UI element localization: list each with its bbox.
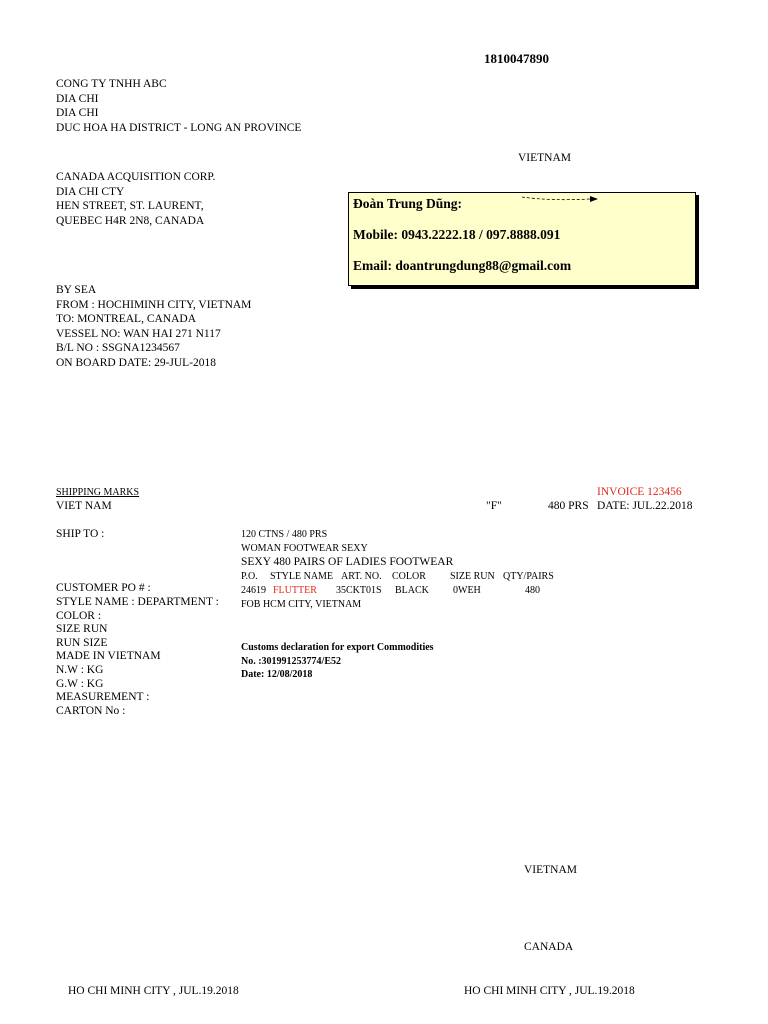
customs-date: Date: 12/08/2018 (241, 669, 313, 680)
mark-label: G.W : KG (56, 677, 104, 690)
origin-country: VIETNAM (524, 864, 578, 876)
seller-line: DIA CHI (56, 92, 99, 105)
mark-label: CUSTOMER PO # : (56, 582, 151, 595)
note-mobile: Mobile: 0943.2222.18 / 097.8888.091 (353, 227, 561, 242)
mark-label: SIZE RUN (56, 623, 108, 636)
marks-qty: 480 PRS (548, 500, 589, 512)
seller-line: DIA CHI (56, 107, 99, 119)
goods-header-po: P.O. (241, 571, 258, 582)
mark-label: COLOR : (56, 609, 102, 622)
goods-qty: 480 (525, 585, 540, 596)
mark-label: RUN SIZE (56, 636, 108, 649)
mark-label: MEASUREMENT : (56, 691, 150, 704)
destination-country: CANADA (524, 941, 574, 953)
goods-header-color: COLOR (392, 571, 426, 582)
buyer-line: CANADA ACQUISITION CORP. (56, 171, 216, 183)
customs-title: Customs declaration for export Commodities (241, 642, 434, 653)
note-email: Email: doantrungdung88@gmail.com (353, 258, 572, 273)
shipment-line: FROM : HOCHIMINH CITY, VIETNAM (56, 298, 252, 311)
mark-label: MADE IN VIETNAM (56, 650, 161, 663)
shipping-marks-heading: SHIPPING MARKS (56, 487, 140, 498)
mark-f: "F" (486, 500, 502, 512)
buyer-line: DIA CHI CTY (56, 185, 125, 198)
goods-line-2: WOMAN FOOTWEAR SEXY (241, 543, 368, 554)
mark-label: N.W : KG (56, 663, 104, 676)
shipment-line: VESSEL NO: WAN HAI 271 N117 (56, 327, 221, 340)
marks-labels (56, 527, 219, 717)
marks-country: VIET NAM (56, 500, 112, 512)
mark-label (56, 541, 219, 555)
shipment-line: TO: MONTREAL, CANADA (56, 313, 197, 325)
shipment-line: BY SEA (56, 284, 97, 296)
note-name: Đoàn Trung Dũng: (353, 196, 463, 211)
goods-header-art: ART. NO. (341, 571, 382, 582)
mark-label: STYLE NAME : DEPARTMENT : (56, 595, 219, 608)
mark-label: SHIP TO : (56, 528, 105, 540)
goods-header-qty: QTY/PAIRS (503, 571, 554, 582)
note-arrow-icon (520, 192, 600, 206)
goods-line-3: SEXY 480 PAIRS OF LADIES FOOTWEAR (241, 556, 454, 568)
goods-po: 24619 (241, 585, 266, 596)
goods-style-name: FLUTTER (273, 585, 317, 596)
seller-country: VIETNAM (518, 152, 572, 164)
shipment-block (56, 283, 251, 370)
buyer-line: QUEBEC H4R 2N8, CANADA (56, 214, 205, 227)
goods-fob: FOB HCM CITY, VIETNAM (241, 599, 362, 610)
invoice-date: DATE: JUL.22.2018 (597, 500, 693, 512)
invoice-number: INVOICE 123456 (597, 486, 682, 498)
mark-label: CARTON No : (56, 704, 126, 717)
mark-label (56, 554, 219, 568)
contact-note-box (348, 192, 696, 286)
goods-line-1: 120 CTNS / 480 PRS (241, 529, 328, 540)
goods-size-run: 0WEH (453, 585, 481, 596)
seller-line: CONG TY TNHH ABC (56, 78, 167, 90)
place-date-left: HO CHI MINH CITY , JUL.19.2018 (68, 985, 239, 997)
mark-label (56, 568, 219, 582)
shipment-line: B/L NO : SSGNA1234567 (56, 342, 180, 354)
goods-art-no: 35CKT01S (336, 585, 382, 596)
seller-line: DUC HOA HA DISTRICT - LONG AN PROVINCE (56, 121, 302, 134)
shipment-line: ON BOARD DATE: 29-JUL-2018 (56, 356, 217, 369)
goods-header-style: STYLE NAME (270, 571, 334, 582)
goods-header-size: SIZE RUN (450, 571, 495, 582)
seller-block (56, 77, 301, 135)
place-date-right: HO CHI MINH CITY , JUL.19.2018 (464, 985, 635, 997)
buyer-block (56, 170, 215, 228)
goods-color: BLACK (395, 585, 429, 596)
document-number: 1810047890 (484, 51, 549, 66)
customs-number: No. :301991253774/E52 (241, 656, 341, 667)
buyer-line: HEN STREET, ST. LAURENT, (56, 200, 204, 212)
